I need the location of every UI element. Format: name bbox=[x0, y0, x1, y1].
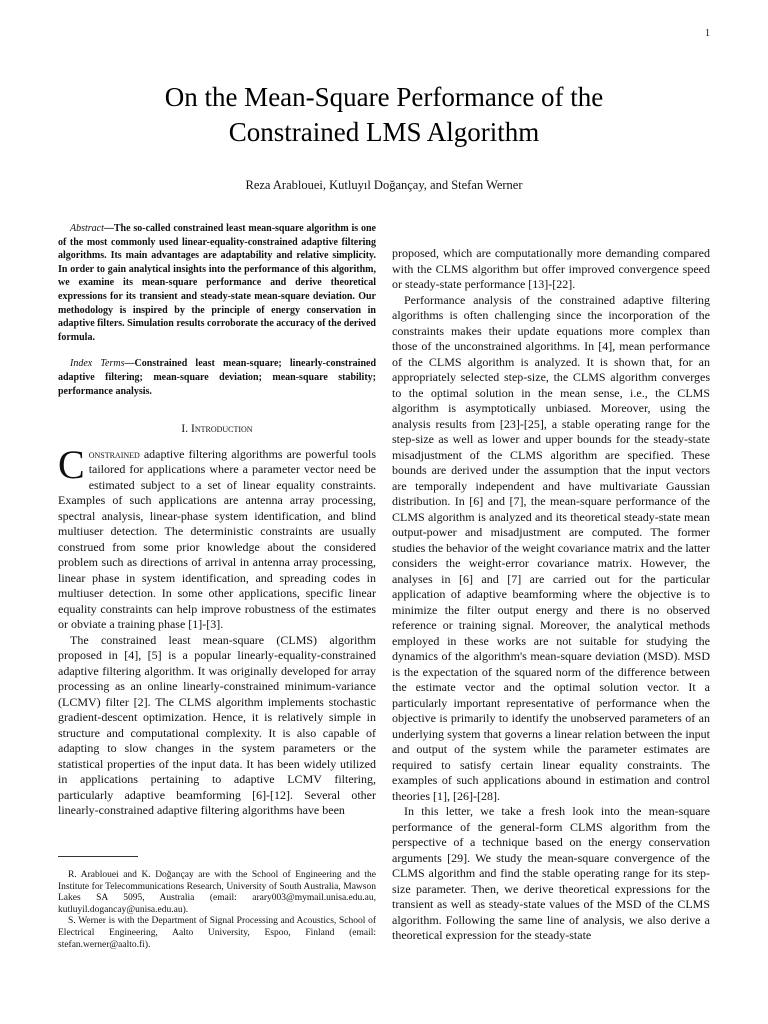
paper-title bbox=[0, 80, 768, 150]
intro-first-word: onstrained bbox=[88, 446, 140, 461]
index-terms-lead: Index Terms bbox=[70, 358, 125, 370]
drop-cap: C bbox=[58, 441, 85, 487]
footnotes bbox=[58, 870, 376, 951]
left-column bbox=[58, 222, 376, 819]
index-terms-text: —Constrained least mean-square; linearly-constrained adaptive filtering; mean-square deviation; mean-square stability; performance analysis. bbox=[58, 358, 376, 397]
intro-paragraph-1 bbox=[58, 441, 376, 633]
title-line-1: On the Mean-Square Performance of the bbox=[164, 82, 604, 112]
author-list: Reza Arablouei, Kutluyıl Doğançay, and Stefan Werner bbox=[245, 178, 523, 192]
index-terms bbox=[58, 357, 376, 398]
footnote-affiliation-1: R. Arablouei and K. Doğançay are with the School of Engineering and the Institute for Telecommunications Research, University of South Australia, Mawson Lakes SA 5095, Australia (email: arary003@mymail.unisa.edu.au, kutluyil.dogancay@unisa.edu.au). bbox=[58, 870, 376, 915]
section-heading bbox=[58, 422, 376, 438]
section-number: I. bbox=[181, 423, 189, 436]
right-column bbox=[392, 246, 710, 944]
right-paragraph-1: proposed, which are computationally more demanding compared with the CLMS algorithm but offer improved convergence speed or steady-state performance [13]-[22]. bbox=[392, 246, 710, 291]
footnote-rule bbox=[58, 856, 138, 857]
title-line-2: Constrained LMS Algorithm bbox=[228, 117, 540, 147]
abstract-lead: Abstract bbox=[70, 223, 104, 234]
abstract-text: —The so-called constrained least mean-square algorithm is one of the most commonly used linear-equality-constrained adaptive filtering algorithms. Its main advantages are adaptability and relative simplicity. In order to gain analytical insights into the performance of this algorithm, we examine its mean-square performance and derive theoretical expressions for its transient and steady-state mean-square deviation. Our methodology is inspired by the principle of energy conservation in adaptive filters. Simulation results corroborate the accuracy of the derived formula. bbox=[58, 223, 376, 343]
right-paragraph-3: In this letter, we take a fresh look into the mean-square performance of the general-form CLMS algorithm from the perspective of a technique based on the energy conservation arguments [29]. We study the mean-square convergence of the CLMS algorithm and find the stable operating range for its step-size parameter. Then, we derive theoretical expressions for the transient as well as steady-state values of the MSD of the CLMS algorithm. Following the same line of analysis, we also derive a theoretical expression for the steady-state bbox=[392, 804, 710, 942]
right-paragraph-2: Performance analysis of the constrained adaptive filtering algorithms is often challenging since the incorporation of the constraints makes their update equations more complex than those of the unconstrained algorithms. In [4], mean performance of the CLMS algorithm is analyzed. It is shown that, for an appropriately selected step-size, the CLMS algorithm converges to the optimal solution in the mean sense, i.e., the CLMS algorithm is asymptotically unbiased. Moreover, using the analysis results from [23]-[25], a stable operating range for the step-size as well as lower and upper bounds for the steady-state misadjustment of the CLMS algorithm are specified. These bounds are derived under the assumption that the input vectors are temporally independent and have multivariate Gaussian distribution. In [6] and [7], the mean-square performance of the CLMS algorithm is analyzed and its theoretical steady-state mean output-power and misadjustment are computed. The former studies the behavior of the weight covariance matrix and the latter considers the weight-error covariance matrix. However, the analyses in [6] and [7] are carried out for the particular application of adaptive beamforming where the objective is to minimize the filter output energy and there is no observed reference or training signal. Moreover, the analytical methods employed in these works are not suitable for studying the dynamics of the algorithm's mean-square deviation (MSD). MSD is the expectation of the squared norm of the difference between the estimate vector and the optimal solution vector. It a particularly important representative of performance when the objective is primarily to identify the unobserved parameters of an underlying system that governs a linear relation between the input and output of the system while the parameter estimates are required to satisfy certain linear equality constraints. The examples of such applications abound in estimation and control theories [1], [26]-[28]. bbox=[392, 292, 710, 803]
page-number: 1 bbox=[705, 28, 710, 39]
intro-paragraph-1-text: adaptive filtering algorithms are powerful tools tailored for applications where a parameter vector need be estimated subject to a set of linear equality constraints. Examples of such applications are antenna array processing, spectral analysis, linear-phase system identification, and blind multiuser detection. The deterministic constraints are usually construed from some prior knowledge about the considered problem such as directions of arrival in antenna array processing, linear phase in system identification, and spreading codes in multiuser detection. In some other applications, specific linear equality constraints can help improve robustness of the estimates or obviate a training phase [1]-[3]. bbox=[58, 446, 376, 632]
abstract bbox=[58, 222, 376, 344]
section-title: Introduction bbox=[190, 423, 253, 436]
intro-paragraph-2: The constrained least mean-square (CLMS) algorithm proposed in [4], [5] is a popular linearly-equality-constrained adaptive filtering algorithm. It was originally developed for array processing as an online linearly-constrained minimum-variance (LCMV) filter [2]. The CLMS algorithm implements stochastic gradient-descent optimization. Hence, it is relatively simple in structure and computational complexity. It is also capable of adapting to slow changes in the system parameters or the statistical properties of the input data. It has been widely utilized in applications pertaining to adaptive LCMV filtering, particularly adaptive beamforming [6]-[12]. Several other linearly-constrained adaptive filtering algorithms have been bbox=[58, 632, 376, 818]
footnote-affiliation-2: S. Werner is with the Department of Signal Processing and Acoustics, School of Electrical Engineering, Aalto University, Espoo, Finland (email: stefan.werner@aalto.fi). bbox=[58, 916, 376, 950]
